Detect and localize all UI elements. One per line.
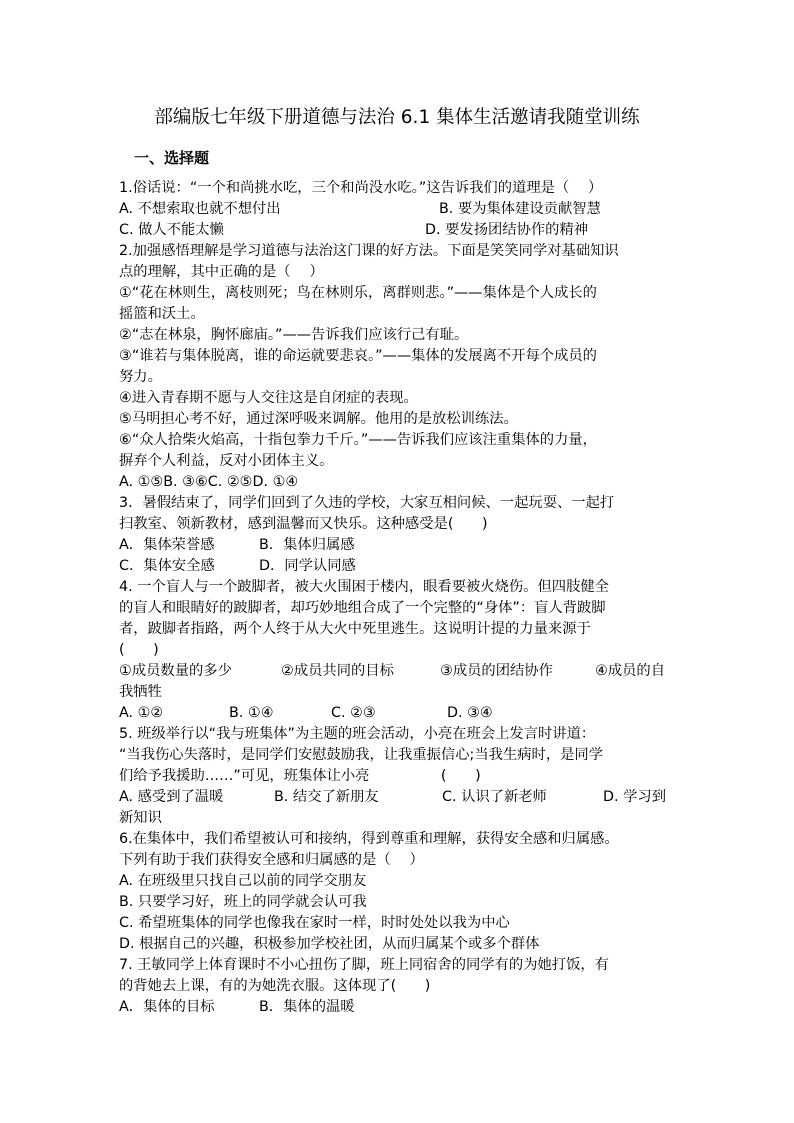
text-line: ⑤马明担心考不好，通过深呼吸来调解。他用的是放松训练法。 (119, 411, 518, 427)
answer-option: D. 学习到 (603, 789, 666, 805)
statement: ④成员的自 (595, 663, 666, 679)
text-line: 的盲人和眼睛好的跛脚者，却巧妙地组合成了一个完整的“身体”：盲人背跛脚 (119, 600, 606, 616)
text-line: 点的理解，其中正确的是（ ） (119, 264, 324, 280)
text-line: 们给予我援助……”可见，班集体让小亮 ( ) (119, 768, 481, 784)
answer-option: C. 做人不能太懒 (119, 222, 224, 238)
answer-option: A. 感受到了温暖 (119, 789, 224, 805)
text-line: ⑥“众人拾柴火焰高，十指包拳力千斤。”——告诉我们应该注重集体的力量， (119, 432, 597, 448)
text-line: 1.俗话说：“一个和尚挑水吃，三个和尚没水吃。”这告诉我们的道理是（ ） (119, 180, 603, 196)
text-line: 努力。 (119, 369, 162, 385)
text-line: ④进入青春期不愿与人交往这是自闭症的表现。 (119, 390, 418, 406)
answer-option: B. ①④ (229, 705, 274, 721)
answer-option: A．集体荣誉感 (119, 537, 215, 553)
answer-option: B. 只要学习好，班上的同学就会认可我 (119, 894, 367, 910)
answer-options: A. ①⑤B. ③⑥C. ②⑤D. ①④ (119, 474, 299, 490)
answer-option: A．集体的目标 (119, 999, 215, 1015)
answer-option: C．集体安全感 (119, 558, 215, 574)
text-line: 摇篮和沃土。 (119, 306, 205, 322)
answer-option: B．集体归属感 (259, 537, 355, 553)
answer-option: B. 要为集体建设贡献智慧 (439, 201, 601, 217)
statement: ①成员数量的多少 (119, 663, 232, 679)
answer-option: A. ①② (119, 705, 164, 721)
text-line: 摒弃个人利益，反对小团体主义。 (119, 453, 334, 469)
answer-option: D. 根据自己的兴趣，积极参加学校社团，从而归属某个或多个群体 (119, 936, 540, 952)
text-line: 者，跛脚者指路，两个人终于从大火中死里逃生。这说明计提的力量来源于 (119, 621, 591, 637)
text-line: 的背她去上课，有的为她洗衣服。这体现了( ) (119, 978, 431, 994)
answer-option: D. ③④ (447, 705, 493, 721)
text-line: 6.在集体中，我们希望被认可和接纳，得到尊重和理解，获得安全感和归属感。 (119, 831, 619, 847)
text-line: 2.加强感悟理解是学习道德与法治这门课的好方法。下面是笑笑同学对基础知识 (119, 243, 619, 259)
statement: ②成员共同的目标 (281, 663, 394, 679)
text-line: ②“志在林泉，胸怀廊庙。”——告诉我们应该行己有耻。 (119, 327, 469, 343)
text-line: ①“花在林则生，离枝则死；鸟在林则乐，离群则悲。”——集体是个人成长的 (119, 285, 597, 301)
statement: ③成员的团结协作 (440, 663, 553, 679)
text-line: 7. 王敏同学上体育课时不小心扭伤了脚，班上同宿舍的同学有的为她打饭，有 (119, 957, 609, 973)
text-line: 下列有助于我们获得安全感和归属感的是（ ） (119, 852, 424, 868)
text-line: 扫教室、领新教材，感到温馨而又快乐。这种感受是( ) (119, 516, 488, 532)
text-line: 5. 班级举行以“我与班集体”为主题的班会活动，小亮在班会上发言时讲道： (119, 726, 596, 742)
answer-option: B．集体的温暖 (259, 999, 355, 1015)
text-line: 新知识 (119, 810, 162, 826)
text-line: ( ) (119, 642, 159, 658)
answer-option: A. 在班级里只找自己以前的同学交朋友 (119, 873, 367, 889)
text-line: ③“谁若与集体脱离，谁的命运就要悲哀。”——集体的发展离不开每个成员的 (119, 348, 597, 364)
answer-option: D. 要发扬团结协作的精神 (425, 222, 589, 238)
section-heading: 一、选择题 (134, 149, 210, 167)
answer-option: C. ②③ (331, 705, 376, 721)
text-line: “当我伤心失落时，是同学们安慰鼓励我，让我重振信心;当我生病时，是同学 (119, 747, 604, 763)
answer-option: C. 认识了新老师 (442, 789, 547, 805)
answer-option: B. 结交了新朋友 (274, 789, 379, 805)
text-line: 3．暑假结束了，同学们回到了久违的学校，大家互相问候、一起玩耍、一起打 (119, 495, 615, 511)
page-title: 部编版七年级下册道德与法治 6.1 集体生活邀请我随堂训练 (154, 107, 640, 128)
text-line: 4. 一个盲人与一个跛脚者，被大火围困于楼内，眼看要被火烧伤。但四肢健全 (119, 579, 609, 595)
text-line: 我牺牲 (119, 684, 162, 700)
answer-option: C. 希望班集体的同学也像我在家时一样，时时处处以我为中心 (119, 915, 510, 931)
answer-option: D．同学认同感 (259, 558, 356, 574)
answer-option: A. 不想索取也就不想付出 (119, 201, 281, 217)
